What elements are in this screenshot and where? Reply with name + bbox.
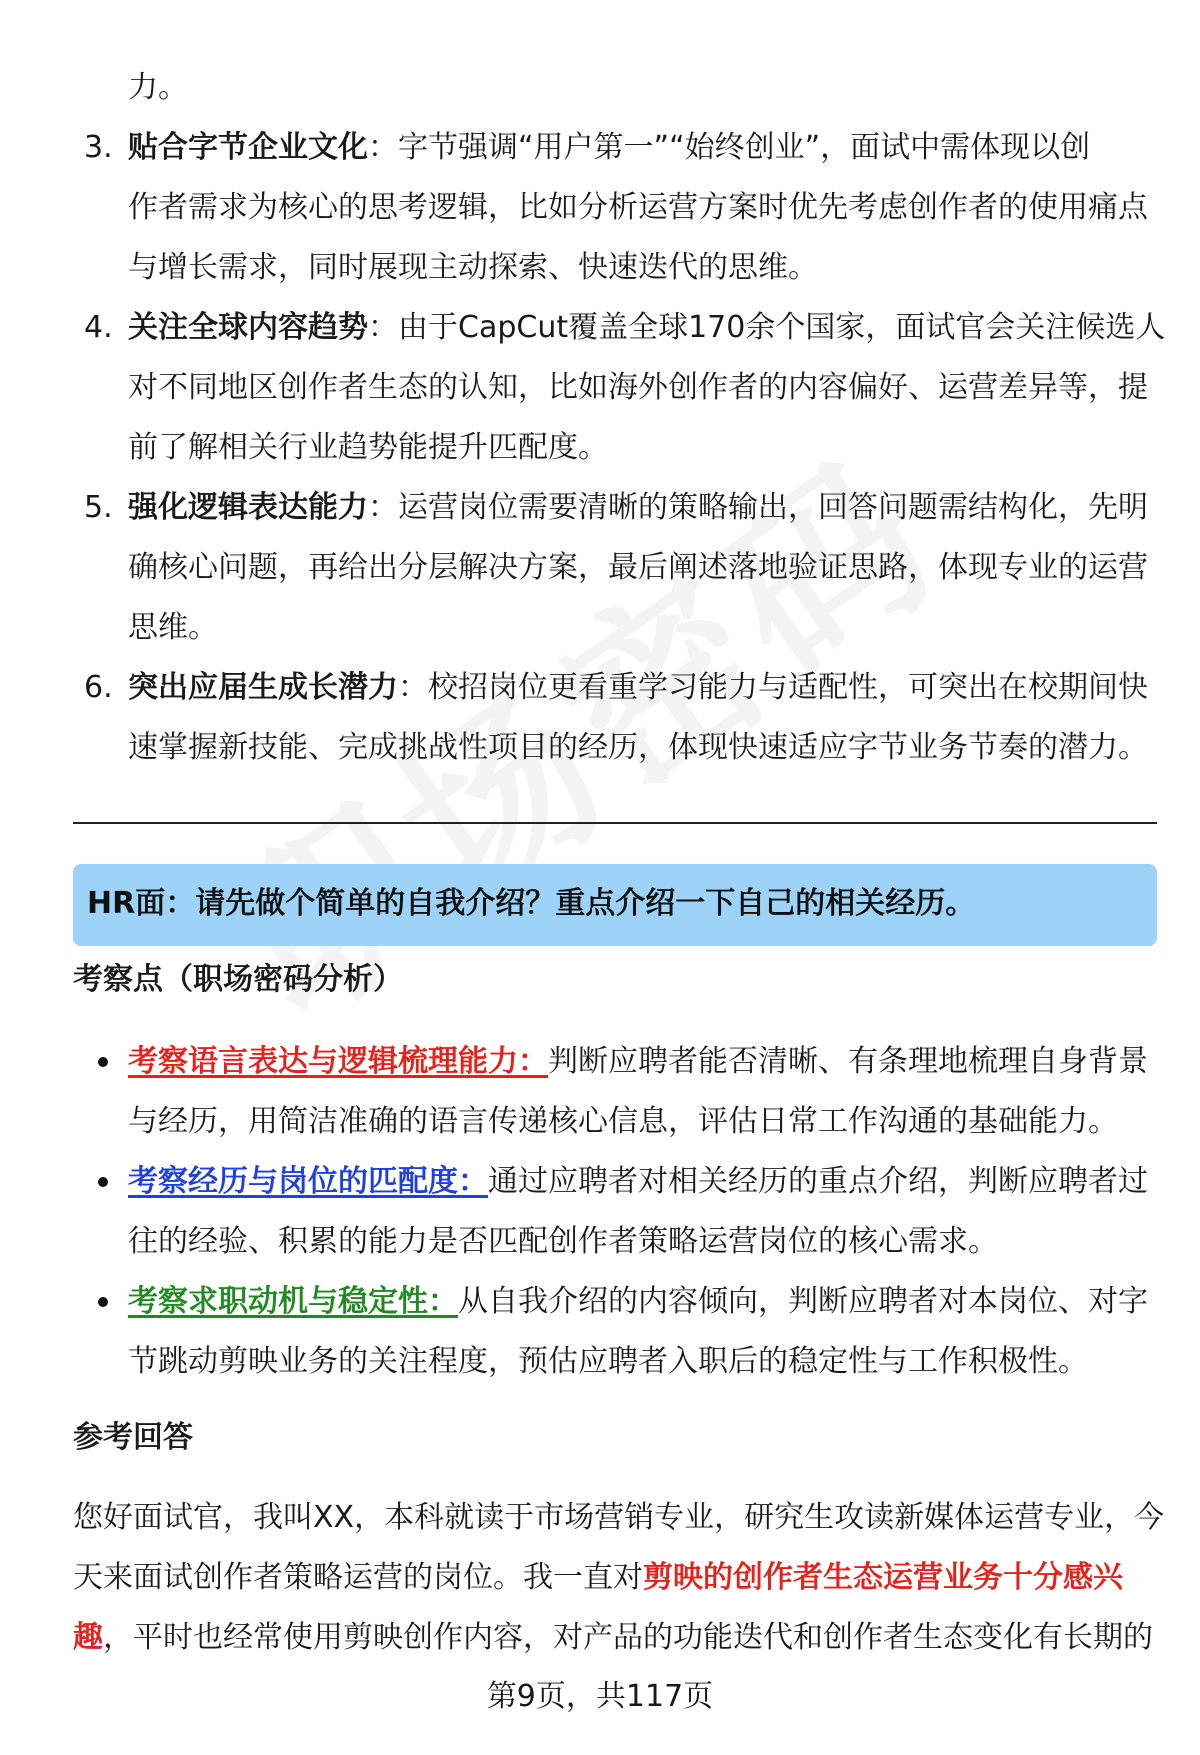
list-item-title: 突出应届生成长潜力 bbox=[128, 670, 398, 705]
list-number: 6. bbox=[84, 670, 113, 705]
list-item-text: ：运营岗位需要清晰的策略输出，回答问题需结构化，先明 bbox=[368, 490, 1148, 525]
list-number: 3. bbox=[84, 130, 113, 165]
exam-point-text: 判断应聘者能否清晰、有条理地梳理自身背景 bbox=[548, 1044, 1148, 1079]
exam-point-text: 节跳动剪映业务的关注程度，预估应聘者入职后的稳定性与工作积极性。 bbox=[128, 1344, 1088, 1379]
reference-answer-heading: 参考回答 bbox=[73, 1420, 193, 1455]
exam-point-keyword: 考察求职动机与稳定性： bbox=[128, 1284, 458, 1319]
answer-highlight: 趣 bbox=[73, 1620, 103, 1655]
list-item-text: ：校招岗位更看重学习能力与适配性，可突出在校期间快 bbox=[398, 670, 1148, 705]
list-number: 4. bbox=[84, 310, 113, 345]
exam-points-heading: 考察点（职场密码分析） bbox=[73, 962, 403, 997]
exam-point-text: 通过应聘者对相关经历的重点介绍，判断应聘者过 bbox=[488, 1164, 1148, 1199]
answer-line bbox=[73, 1618, 1153, 1658]
list-item-text: 作者需求为核心的思考逻辑，比如分析运营方案时优先考虑创作者的使用痛点 bbox=[128, 190, 1148, 225]
list-item-text: 前了解相关行业趋势能提升匹配度。 bbox=[128, 430, 608, 465]
list-number: 5. bbox=[84, 490, 113, 525]
exam-point-keyword: 考察经历与岗位的匹配度： bbox=[128, 1164, 488, 1199]
list-item-continuation: 力。 bbox=[128, 70, 188, 105]
list-item-line bbox=[128, 668, 1148, 708]
page-footer: 第9页，共117页 bbox=[486, 1679, 714, 1714]
list-item-text: 对不同地区创作者生态的认知，比如海外创作者的内容偏好、运营差异等，提 bbox=[128, 370, 1148, 405]
answer-text: 天来面试创作者策略运营的岗位。我一直对 bbox=[73, 1560, 643, 1595]
list-item-text: 思维。 bbox=[128, 610, 218, 645]
hr-question-box bbox=[73, 864, 1157, 946]
bullet-icon bbox=[98, 1177, 108, 1187]
list-item-title: 关注全球内容趋势 bbox=[128, 310, 368, 345]
bullet-icon bbox=[98, 1297, 108, 1307]
list-item-line bbox=[128, 128, 1090, 168]
list-item-line bbox=[128, 488, 1148, 528]
list-item-line bbox=[128, 308, 1165, 348]
section-divider bbox=[73, 822, 1157, 824]
exam-point-line bbox=[128, 1162, 1148, 1202]
exam-point-text: 往的经验、积累的能力是否匹配创作者策略运营岗位的核心需求。 bbox=[128, 1224, 998, 1259]
list-item-text: 速掌握新技能、完成挑战性项目的经历，体现快速适应字节业务节奏的潜力。 bbox=[128, 730, 1148, 765]
exam-point-text: 从自我介绍的内容倾向，判断应聘者对本岗位、对字 bbox=[458, 1284, 1148, 1319]
bullet-icon bbox=[98, 1057, 108, 1067]
list-item-title: 强化逻辑表达能力 bbox=[128, 490, 368, 525]
exam-point-keyword: 考察语言表达与逻辑梳理能力： bbox=[128, 1044, 548, 1079]
list-item-title: 贴合字节企业文化 bbox=[128, 130, 368, 165]
list-item-text: 与增长需求，同时展现主动探索、快速迭代的思维。 bbox=[128, 250, 818, 285]
exam-point-line bbox=[128, 1042, 1148, 1082]
exam-point-line bbox=[128, 1282, 1148, 1322]
answer-text: ，平时也经常使用剪映创作内容，对产品的功能迭代和创作者生态变化有长期的 bbox=[103, 1620, 1153, 1655]
answer-text: 您好面试官，我叫XX，本科就读于市场营销专业，研究生攻读新媒体运营专业，今 bbox=[73, 1500, 1165, 1535]
answer-highlight: 剪映的创作者生态运营业务十分感兴 bbox=[643, 1560, 1123, 1595]
exam-point-text: 与经历，用简洁准确的语言传递核心信息，评估日常工作沟通的基础能力。 bbox=[128, 1104, 1118, 1139]
hr-question-text: HR面：请先做个简单的自我介绍？重点介绍一下自己的相关经历。 bbox=[87, 886, 976, 921]
list-item-text: ：由于CapCut覆盖全球170余个国家，面试官会关注候选人 bbox=[368, 310, 1166, 345]
answer-line bbox=[73, 1558, 1123, 1598]
list-item-text: ：字节强调“用户第一”“始终创业”，面试中需体现以创 bbox=[368, 130, 1091, 165]
list-item-text: 确核心问题，再给出分层解决方案，最后阐述落地验证思路，体现专业的运营 bbox=[128, 550, 1148, 585]
